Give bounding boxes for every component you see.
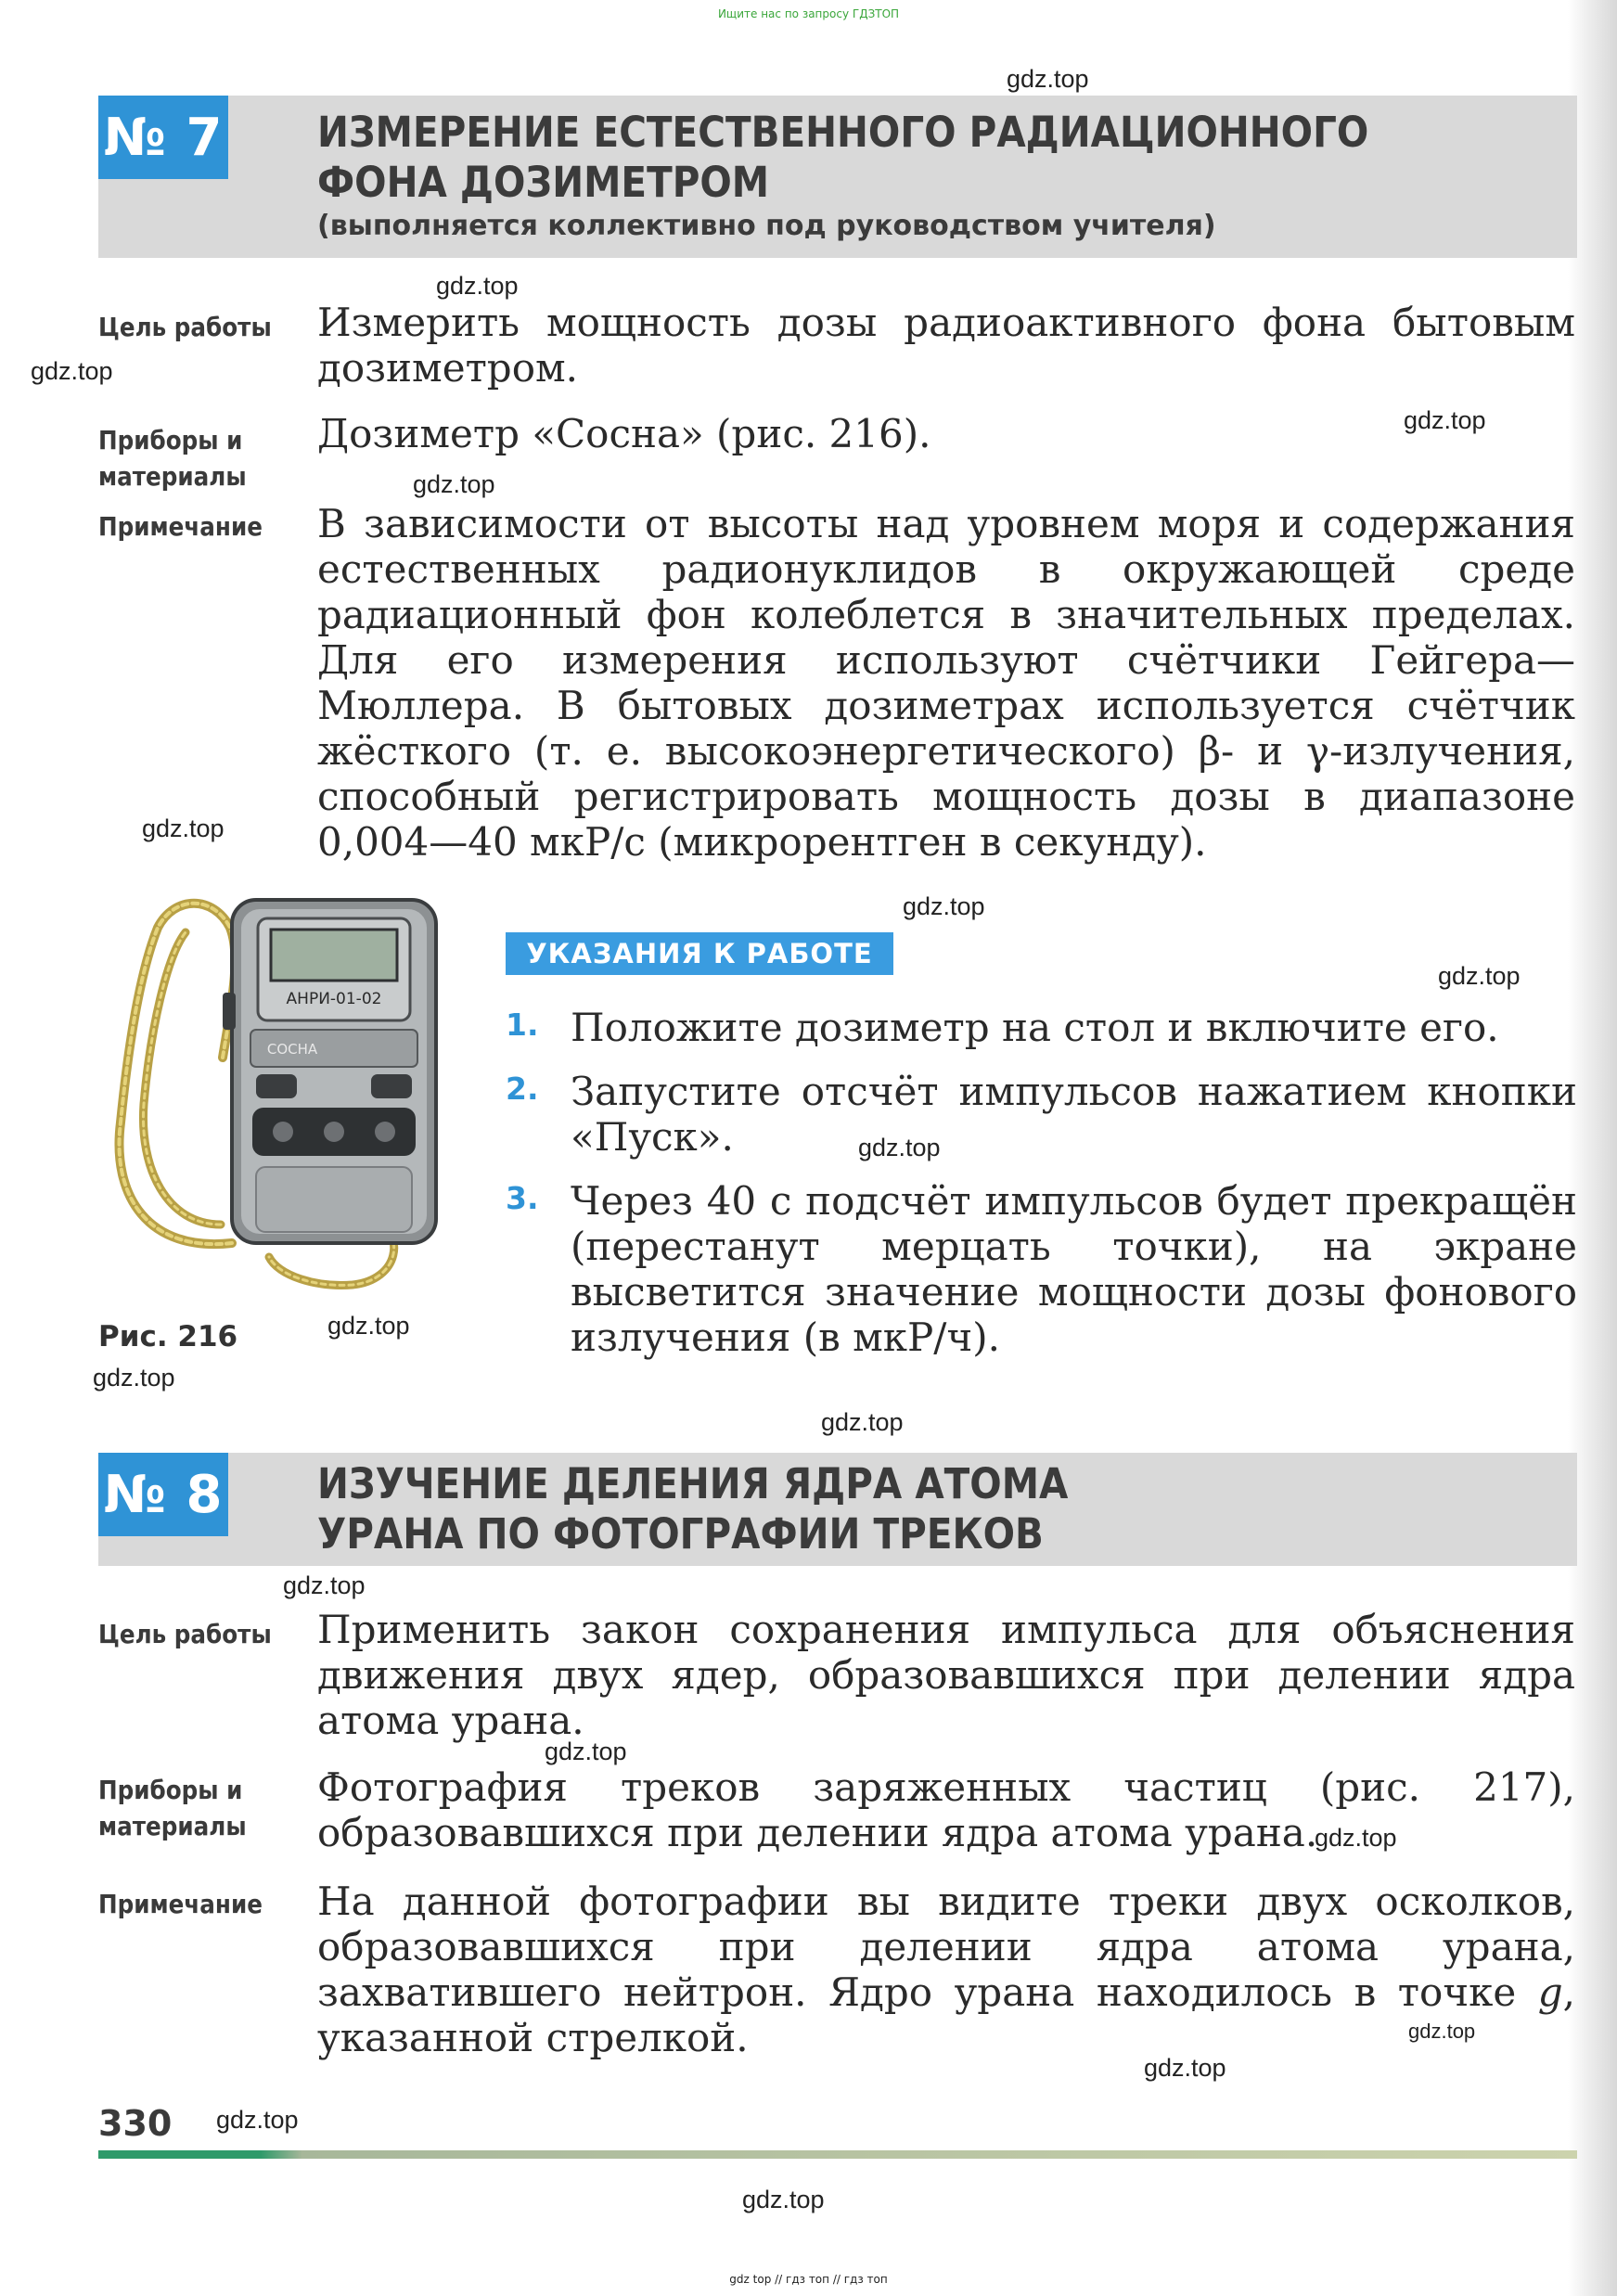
watermark: gdz.top bbox=[1438, 962, 1521, 990]
lab7-note-label: Примечание bbox=[98, 511, 263, 542]
watermark: gdz.top bbox=[216, 2106, 299, 2134]
watermark: gdz.top bbox=[1007, 65, 1089, 93]
dosimeter-illustration bbox=[93, 891, 464, 1299]
note-text-part: На данной фотографии вы видите треки двух осколков, образовавшихся при делении ядра атома урана, захватившего нейтрон. Ядро урана находилось в точке bbox=[317, 1879, 1575, 2015]
step-text: Положите дозиметр на стол и включите его. bbox=[571, 1005, 1499, 1050]
step-number: 3. bbox=[506, 1180, 539, 1216]
instructions-heading: УКАЗАНИЯ К РАБОТЕ bbox=[506, 932, 893, 975]
step-number: 1. bbox=[506, 1007, 539, 1043]
watermark: gdz.top bbox=[1144, 2054, 1226, 2082]
lab8-number: № 8 bbox=[98, 1453, 228, 1536]
lab8-equipment-text: Фотография треков заряженных частиц (рис. 217), образовавшихся при делении ядра атома урана. bbox=[317, 1764, 1575, 1855]
watermark: gdz.top bbox=[742, 2186, 825, 2213]
watermark: gdz.top bbox=[31, 357, 113, 385]
lab7-goal-text: Измерить мощность дозы радиоактивного фона бытовым дозиметром. bbox=[317, 300, 1575, 391]
lab7-equipment-text: Дозиметр «Сосна» (рис. 216). bbox=[317, 411, 931, 456]
watermark: gdz.top bbox=[821, 1408, 904, 1436]
watermark: gdz.top bbox=[436, 272, 519, 300]
watermark: gdz.top bbox=[93, 1364, 175, 1392]
lab7-title: ИЗМЕРЕНИЕ ЕСТЕСТВЕННОГО РАДИАЦИОННОГО ФОНА ДОЗИМЕТРОМ bbox=[317, 108, 1369, 207]
device-model-label: АНРИ-01-02 bbox=[286, 990, 382, 1008]
lab7-equipment-label: Приборы и материалы bbox=[98, 425, 247, 492]
step-number: 2. bbox=[506, 1071, 539, 1107]
lab7-subtitle: (выполняется коллективно под руководством учителя) bbox=[317, 210, 1216, 242]
watermark: gdz.top bbox=[283, 1571, 366, 1599]
note-text-part: , указанной стрелкой. bbox=[317, 1969, 1575, 2060]
lab8-equipment-label: Приборы и материалы bbox=[98, 1775, 247, 1841]
watermark: gdz.top bbox=[1315, 1824, 1397, 1852]
step-text: Через 40 с подсчёт импульсов будет прекращён (перестанут мерцать точки), на экране высветится значение мощности дозы фонового излучения (в мкР/ч). bbox=[571, 1178, 1577, 1360]
watermark: gdz.top bbox=[903, 892, 985, 920]
lab8-title: ИЗУЧЕНИЕ ДЕЛЕНИЯ ЯДРА АТОМА УРАНА ПО ФОТОГРАФИИ ТРЕКОВ bbox=[317, 1459, 1069, 1558]
watermark: gdz.top bbox=[327, 1312, 410, 1340]
lab7-goal-label: Цель работы bbox=[98, 312, 272, 342]
figure-216-caption: Рис. 216 bbox=[98, 1320, 238, 1353]
lab7-number: № 7 bbox=[98, 96, 228, 179]
lab7-note-text: В зависимости от высоты над уровнем моря и содержания естественных радионуклидов в окружающей среде радиационный фон колеблется в значительных пределах. Для его измерения используют счётчики Гейгера—Мюллера. В бытовых дозиметрах используется счётчик жёсткого (т. е. высокоэнергетического) β- и γ-излучения, способный регистрировать мощность дозы в диапазоне 0,004—40 мкР/с (микрорентген в секунду). bbox=[317, 501, 1575, 865]
lab8-goal-text: Применить закон сохранения импульса для объяснения движения двух ядер, образовавшихся при делении ядра атома урана. bbox=[317, 1607, 1575, 1743]
watermark: gdz.top bbox=[545, 1738, 627, 1765]
lab8-note-label: Примечание bbox=[98, 1889, 263, 1919]
step-text: Запустите отсчёт импульсов нажатием кнопки «Пуск». bbox=[571, 1069, 1577, 1160]
header-note: Ищите нас по запросу ГДЗТОП bbox=[717, 7, 900, 20]
device-brand-label: СОСНА bbox=[266, 1041, 318, 1058]
page-number: 330 bbox=[98, 2103, 173, 2144]
footer-note: gdz top // гдз топ // гдз топ bbox=[729, 2273, 888, 2286]
watermark: gdz.top bbox=[858, 1134, 941, 1161]
lab8-note-text bbox=[317, 1879, 1575, 2060]
watermark: gdz.top bbox=[1404, 406, 1486, 434]
watermark: gdz.top bbox=[1408, 2020, 1476, 2043]
watermark: gdz.top bbox=[142, 815, 225, 842]
watermark: gdz.top bbox=[413, 470, 495, 498]
lab8-goal-label: Цель работы bbox=[98, 1619, 272, 1649]
footer-rule bbox=[98, 2150, 1577, 2159]
note-point-symbol: g bbox=[1537, 1969, 1563, 2015]
